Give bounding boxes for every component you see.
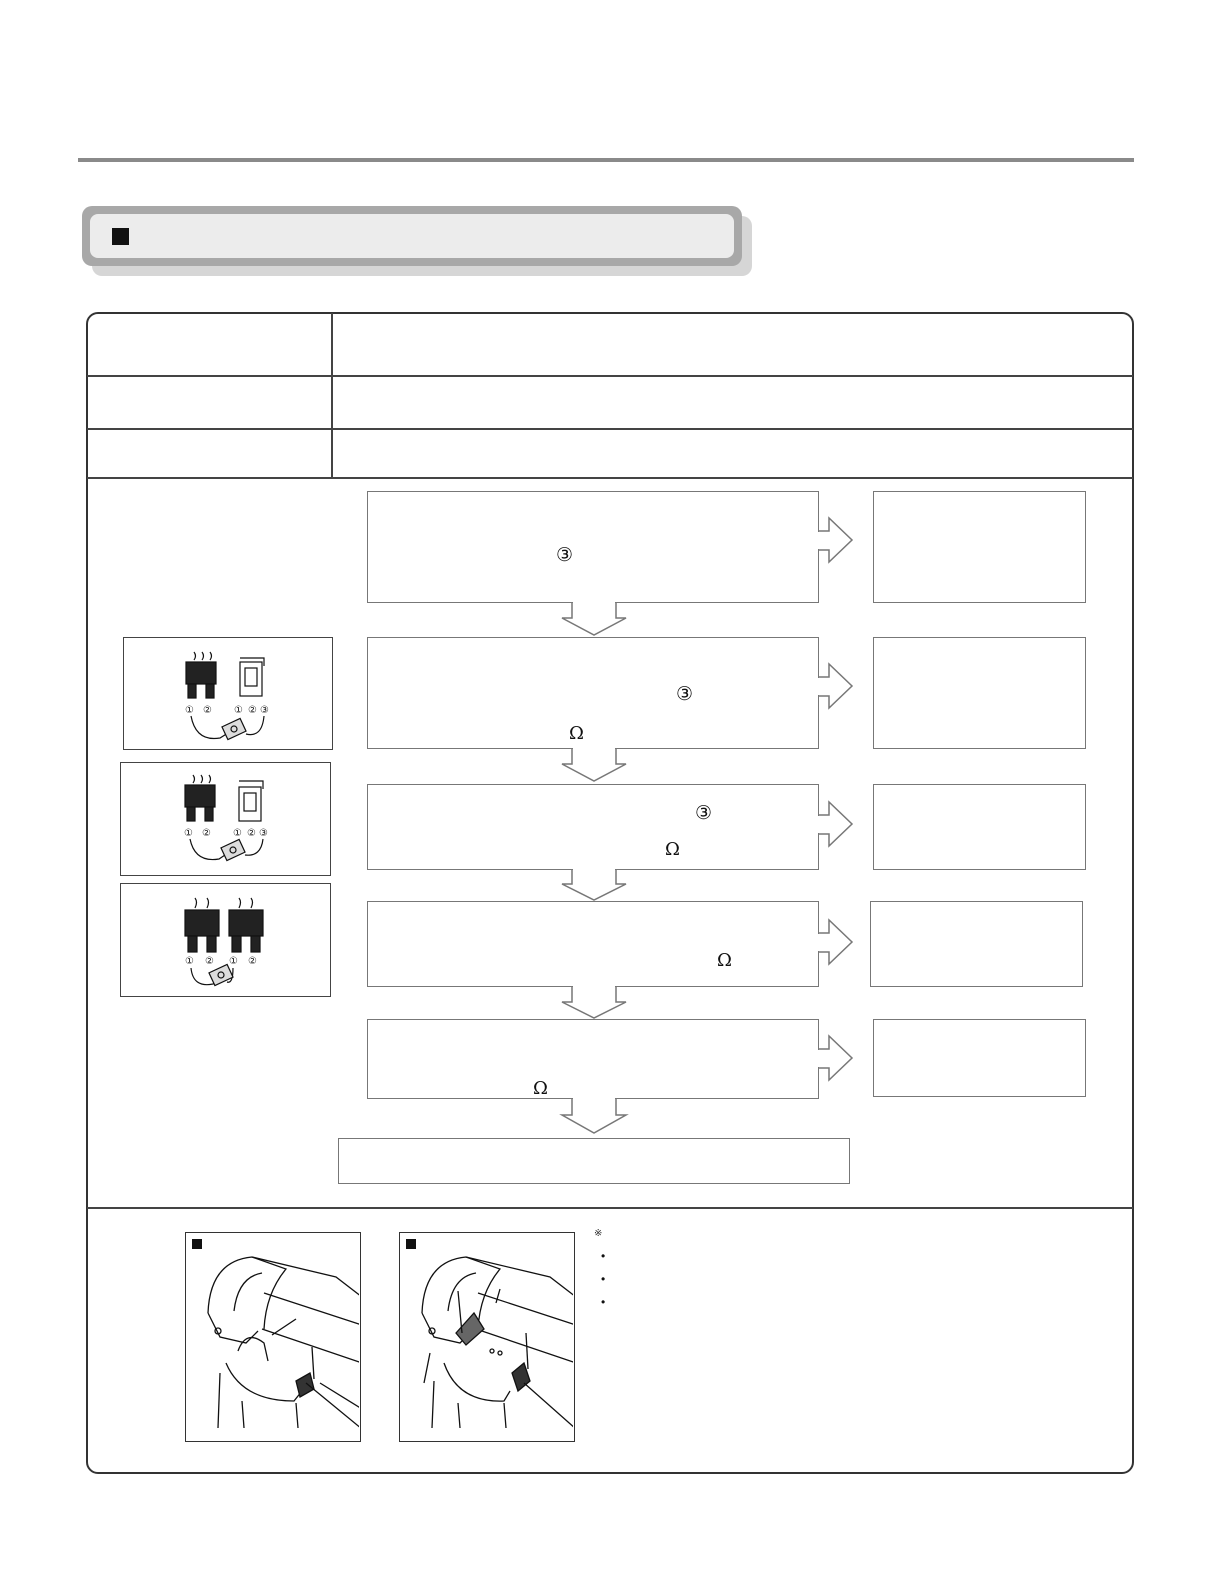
ohm-symbol: Ω <box>717 950 732 971</box>
down-arrow-icon <box>562 749 626 781</box>
pin-label: ① <box>184 828 193 839</box>
pin-label: ① <box>185 956 194 967</box>
connector-diagram-1 <box>123 637 333 750</box>
pin-label: ① <box>234 705 243 716</box>
pin-label: ① <box>185 705 194 716</box>
connector-test-illustration <box>124 638 331 748</box>
right-arrow-icon <box>819 1036 852 1080</box>
pin-label: ② <box>202 828 211 839</box>
right-arrow-icon <box>819 664 852 708</box>
right-arrow-icon <box>819 920 852 964</box>
pin-label: ③ <box>259 828 268 839</box>
component-illustration <box>400 1233 573 1440</box>
connector-diagram-3 <box>120 883 331 997</box>
note-bullet: • <box>601 1272 606 1286</box>
pin-3-symbol: ③ <box>556 544 574 566</box>
connector-diagram-2 <box>120 762 331 876</box>
ohm-symbol: Ω <box>533 1078 548 1099</box>
ohm-symbol: Ω <box>569 723 584 744</box>
connector-test-illustration <box>121 763 329 874</box>
pin-label: ① <box>229 956 238 967</box>
down-arrow-icon <box>562 1099 626 1133</box>
component-figure-1 <box>185 1232 361 1442</box>
pin-label: ② <box>203 705 212 716</box>
pin-label: ② <box>248 956 257 967</box>
pin-label: ② <box>248 705 257 716</box>
pin-label: ② <box>247 828 256 839</box>
ohm-symbol: Ω <box>665 839 680 860</box>
right-arrow-icon <box>819 518 852 562</box>
down-arrow-icon <box>562 603 626 635</box>
pin-label: ① <box>233 828 242 839</box>
right-arrow-icon <box>819 802 852 846</box>
component-figure-2 <box>399 1232 575 1442</box>
pin-3-symbol: ③ <box>695 802 713 824</box>
pin-label: ② <box>205 956 214 967</box>
note-reference-mark: ※ <box>594 1228 603 1239</box>
down-arrow-icon <box>562 870 626 900</box>
component-illustration <box>186 1233 359 1440</box>
pin-label: ③ <box>260 705 269 716</box>
note-bullet: • <box>601 1249 606 1263</box>
down-arrow-icon <box>562 987 626 1018</box>
pin-3-symbol: ③ <box>676 683 694 705</box>
note-bullet: • <box>601 1295 606 1309</box>
connector-test-illustration <box>121 884 329 995</box>
